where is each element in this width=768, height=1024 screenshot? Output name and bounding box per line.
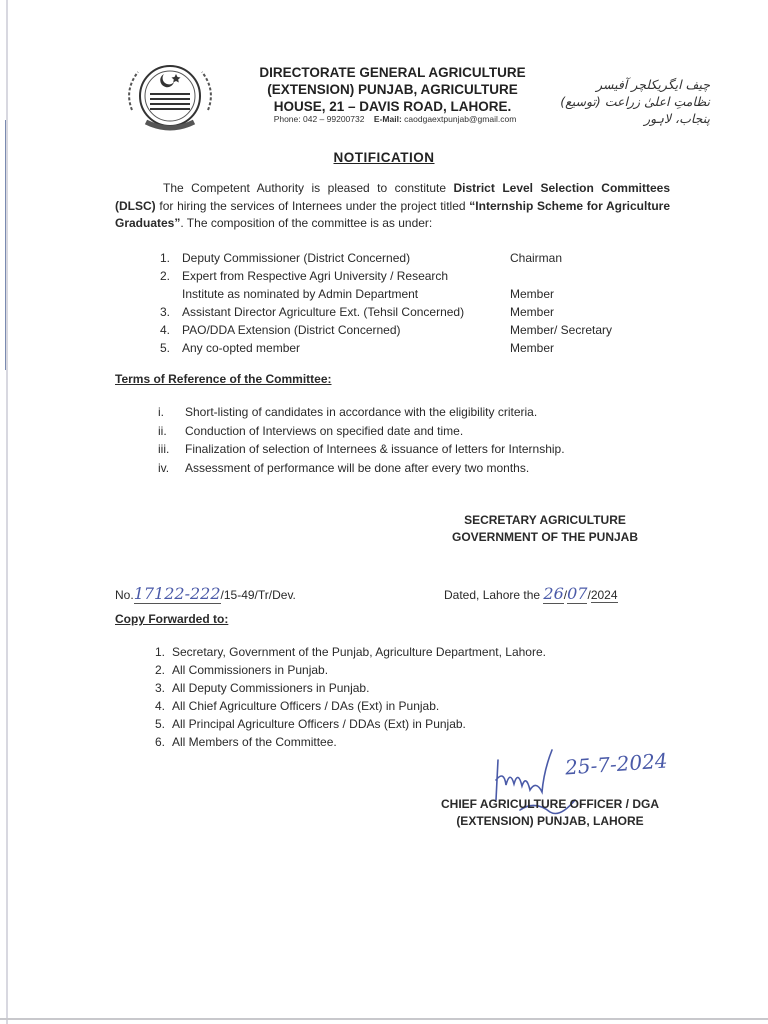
committee-row [160, 321, 630, 339]
member-title: Assistant Director Agriculture Ext. (Tehsil Concerned) [182, 305, 465, 319]
member-title: Deputy Commissioner (District Concerned) [182, 251, 411, 265]
copy-number: 4. [155, 699, 166, 713]
contact-line [250, 114, 540, 124]
tor-text: Conduction of Interviews on specified date and time. [185, 423, 464, 438]
urdu-line-2: نظامتِ اعلیٰ زراعت (توسیع) [560, 94, 710, 109]
intro-bold-2: “Internship Scheme for Agriculture Graduates” [115, 198, 671, 230]
secretary-block [440, 512, 650, 546]
office-line-3: HOUSE, 21 – DAVIS ROAD, LAHORE. [273, 99, 512, 114]
punjab-emblem-icon [120, 60, 220, 135]
intro-text-2: for hiring the services of Internees under the project titled [155, 198, 470, 213]
ref-suffix: /15-49/Tr/Dev. [220, 588, 296, 602]
committee-row [160, 339, 630, 357]
committee-row [160, 285, 630, 303]
row-number [160, 285, 182, 303]
tor-item [158, 422, 638, 441]
tor-heading: Terms of Reference of the Committee: [115, 372, 332, 386]
chief-officer-block [430, 796, 670, 830]
tor-item [158, 440, 638, 459]
copy-text: All Commissioners in Punjab. [172, 663, 329, 677]
urdu-line-3: پنجاب، لاہور [644, 111, 710, 126]
member-title: Expert from Respective Agri University / Research [182, 269, 449, 283]
copy-number: 6. [155, 735, 166, 749]
copy-number: 1. [155, 645, 166, 659]
handwritten-ref-no: 17122-222 [133, 584, 221, 603]
office-line-1: DIRECTORATE GENERAL AGRICULTURE [259, 65, 526, 80]
secretary-line-1: SECRETARY AGRICULTURE [464, 513, 626, 527]
dated-line: Dated, Lahore the 26/07/2024 [444, 584, 618, 603]
urdu-line-1: چیف ایگریکلچر آفیسر [596, 77, 710, 92]
handwritten-signature-date: 25-7-2024 [564, 748, 669, 780]
copy-text: All Principal Agriculture Officers / DDAs (Ext) in Punjab. [172, 717, 466, 731]
page-edge-bottom [0, 1018, 768, 1020]
handwritten-month: 07 [567, 584, 588, 603]
tor-number: iii. [158, 442, 170, 456]
row-number: 4. [160, 323, 171, 337]
tor-text: Finalization of selection of Internees & issuance of letters for Internship. [185, 442, 565, 456]
tor-list [158, 403, 638, 477]
phone-value: 042 – 99200732 [303, 114, 365, 124]
copy-text: All Members of the Committee. [172, 735, 337, 749]
office-header [230, 64, 555, 115]
copy-item [155, 697, 575, 715]
row-number: 5. [160, 341, 171, 355]
handwritten-day: 26 [543, 584, 564, 603]
member-role: Member [510, 305, 555, 319]
intro-paragraph [115, 180, 670, 233]
copy-number: 3. [155, 681, 166, 695]
tor-number: ii. [158, 423, 167, 438]
tor-number: iv. [158, 460, 170, 475]
intro-text-3: . The composition of the committee is as under: [180, 216, 433, 230]
copy-item [155, 643, 575, 661]
copy-list [155, 643, 575, 751]
member-role [510, 267, 630, 285]
dated-label: Dated, Lahore the [444, 588, 541, 602]
tor-item [158, 459, 638, 478]
reference-number [115, 584, 296, 604]
committee-row [160, 303, 630, 321]
notification-title: NOTIFICATION [333, 150, 435, 165]
member-role: Member [510, 287, 555, 301]
intro-text-1: The Competent Authority is pleased to constitute [163, 181, 454, 195]
email-value: caodgaextpunjab@gmail.com [404, 114, 517, 124]
copy-number: 5. [155, 717, 166, 731]
intro-bold-1: District Level Selection Committees (DLSC) [115, 181, 670, 213]
chief-line-1: CHIEF AGRICULTURE OFFICER / DGA [441, 797, 659, 811]
committee-list [160, 249, 630, 357]
copy-text: All Deputy Commissioners in Punjab. [172, 681, 370, 695]
copy-text: Secretary, Government of the Punjab, Agriculture Department, Lahore. [172, 645, 546, 659]
dated-year: 2024 [590, 588, 618, 602]
copy-item [155, 715, 575, 733]
member-title: Institute as nominated by Admin Department [182, 287, 419, 301]
member-role: Member [510, 341, 555, 355]
member-role: Member/ Secretary [510, 323, 613, 337]
ref-prefix: No. [115, 588, 134, 602]
copy-number: 2. [155, 663, 166, 677]
row-number: 3. [160, 305, 171, 319]
committee-row [160, 249, 630, 267]
copy-heading: Copy Forwarded to: [115, 612, 229, 626]
urdu-header [560, 76, 710, 127]
row-number: 2. [160, 269, 171, 283]
member-role: Chairman [510, 251, 563, 265]
member-title: Any co-opted member [182, 341, 301, 355]
member-title: PAO/DDA Extension (District Concerned) [182, 323, 401, 337]
phone-label: Phone: [273, 114, 301, 124]
committee-row [160, 267, 630, 285]
copy-item [155, 661, 575, 679]
email-label: E-Mail: [373, 114, 402, 124]
row-number: 1. [160, 251, 171, 265]
copy-text: All Chief Agriculture Officers / DAs (Ext) in Punjab. [172, 699, 440, 713]
tor-text: Short-listing of candidates in accordance with the eligibility criteria. [185, 405, 538, 419]
copy-item [155, 679, 575, 697]
tor-text: Assessment of performance will be done after every two months. [185, 460, 530, 475]
secretary-line-2: GOVERNMENT OF THE PUNJAB [451, 530, 638, 544]
tor-item [158, 403, 638, 422]
chief-line-2: (EXTENSION) PUNJAB, LAHORE [456, 814, 644, 828]
office-line-2: (EXTENSION) PUNJAB, AGRICULTURE [267, 82, 518, 97]
tor-number: i. [158, 405, 164, 419]
